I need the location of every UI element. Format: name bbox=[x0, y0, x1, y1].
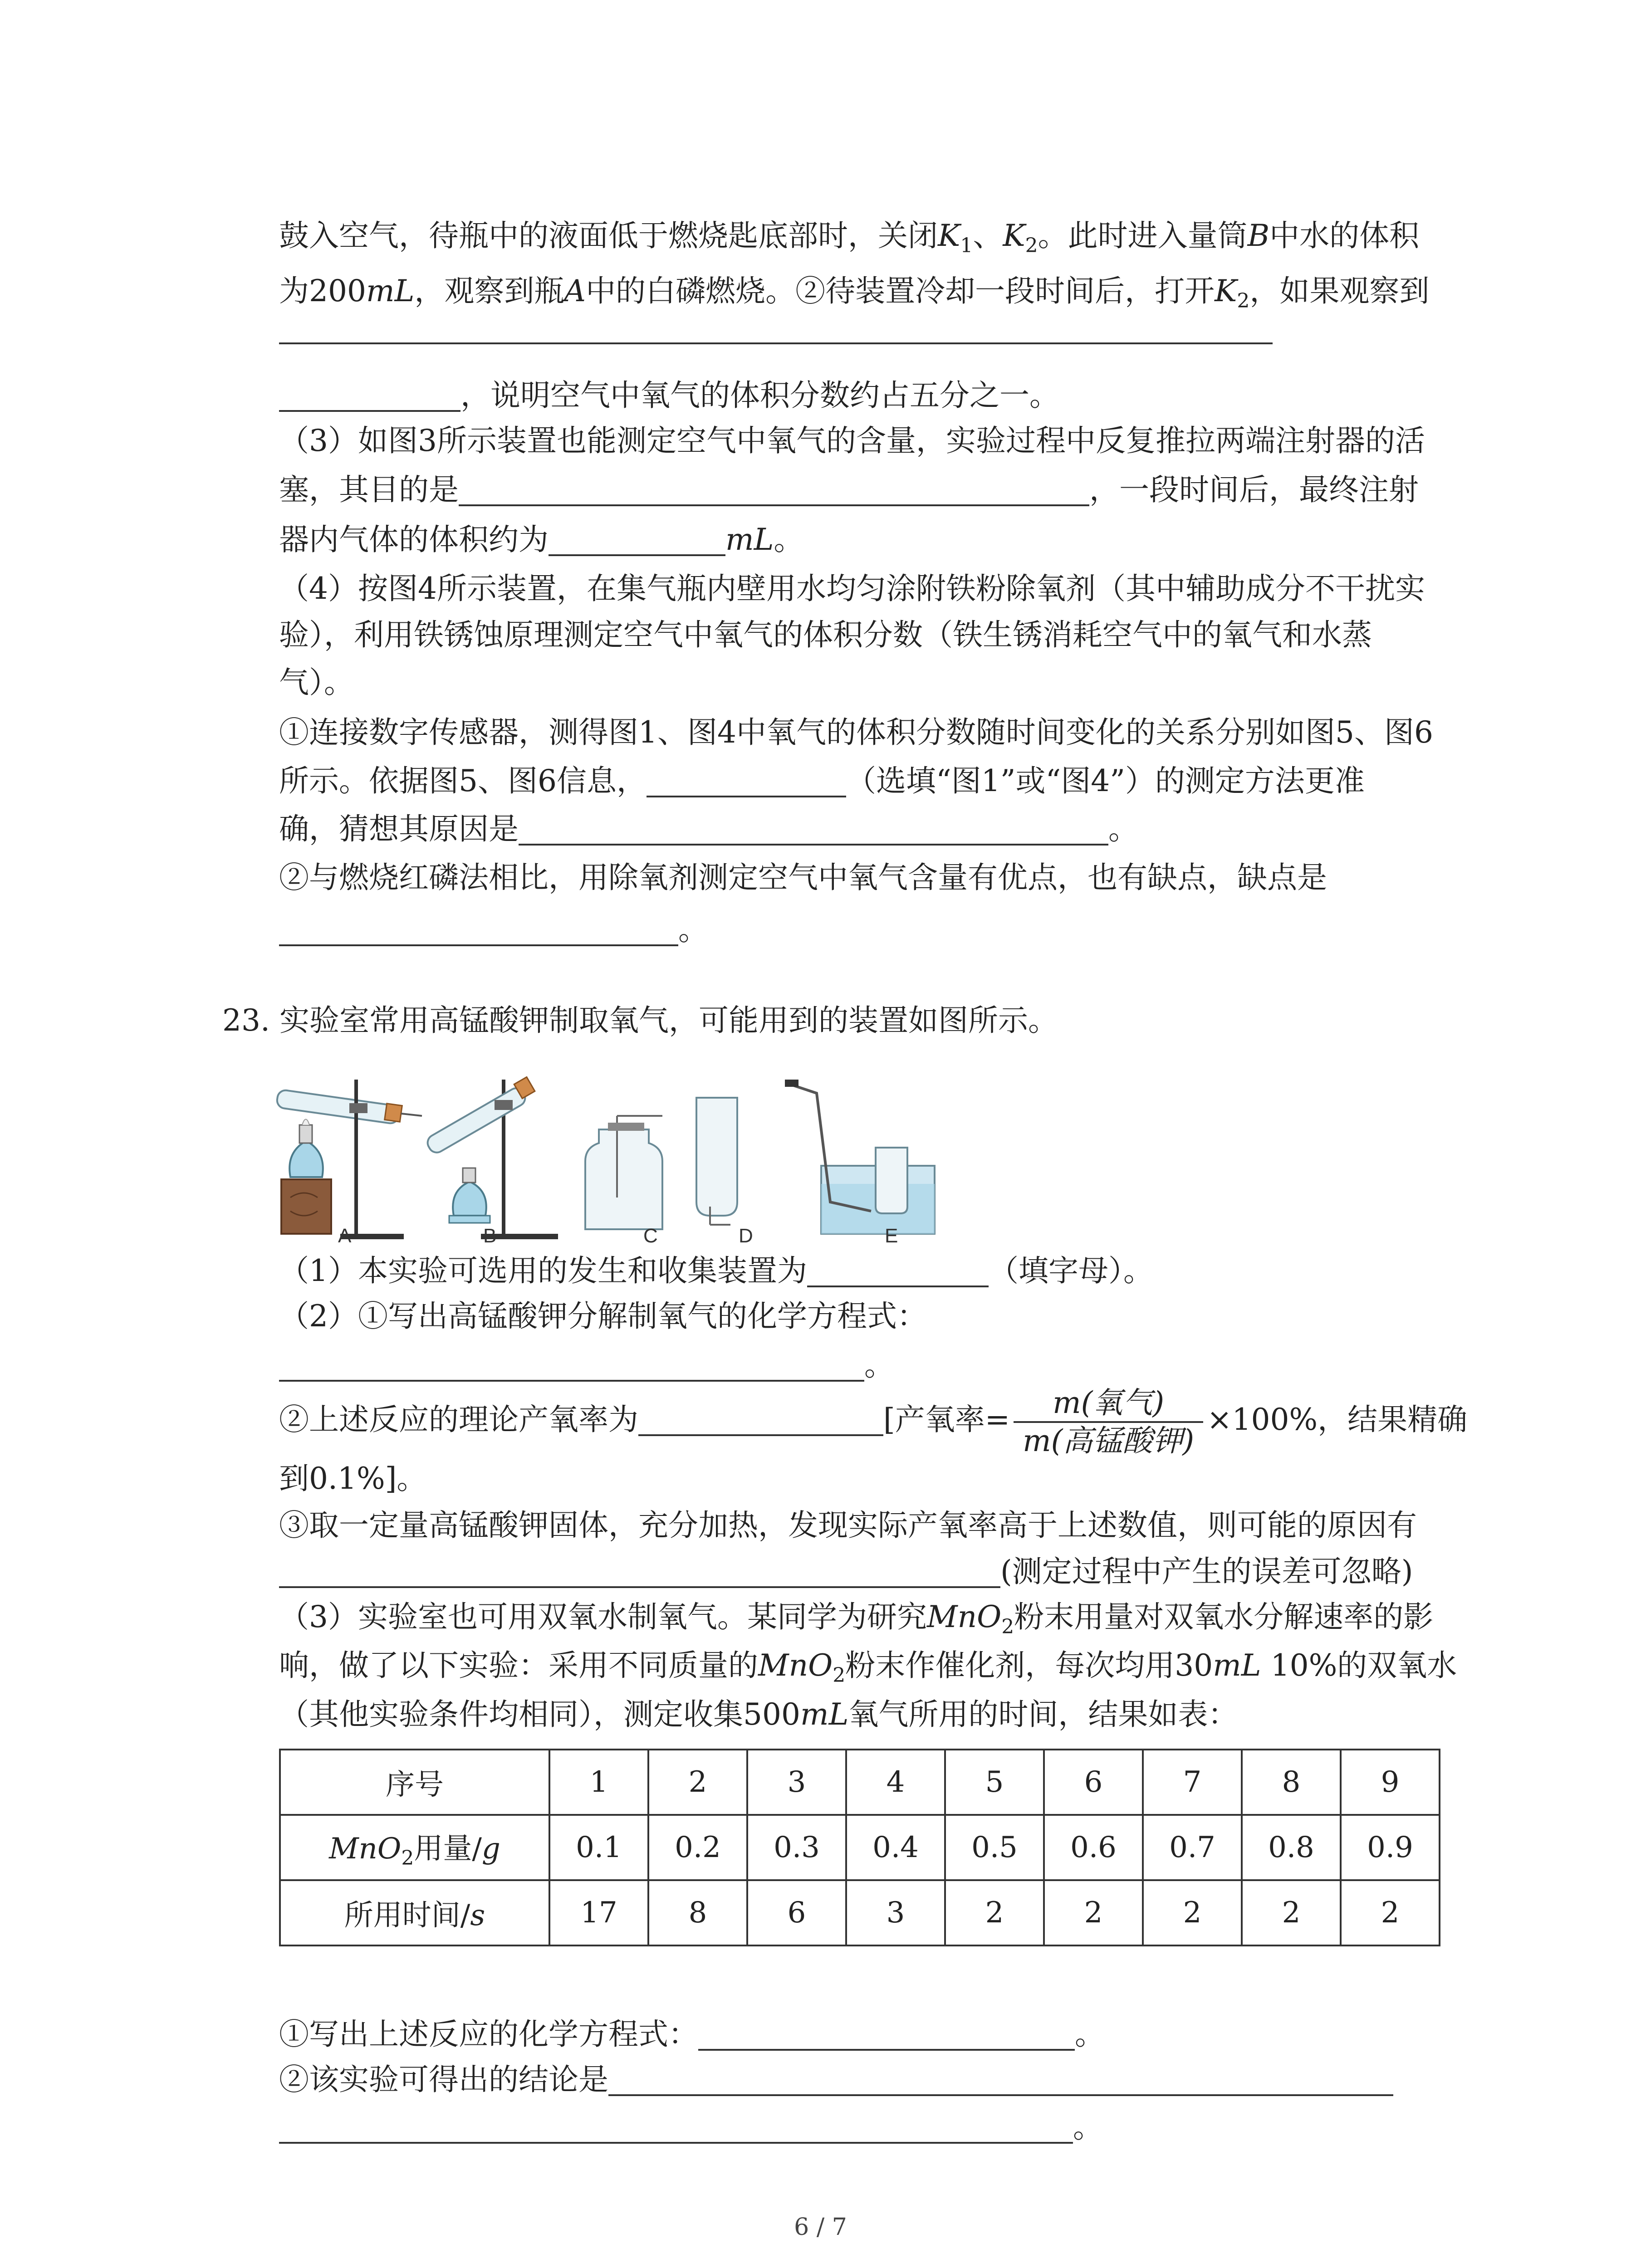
subscript: 2 bbox=[833, 1664, 846, 1687]
answer-blank[interactable] bbox=[698, 2017, 1075, 2051]
table-cell: 3 bbox=[747, 1750, 846, 1815]
text: (测定过程中产生的误差可忽略) bbox=[1000, 1554, 1413, 1589]
text: ①连接数字传感器，测得图1、图4中氧气的体积分数随时间变化的关系分别如图5、图6 bbox=[279, 715, 1433, 750]
text: （1）本实验可选用的发生和收集装置为 bbox=[279, 1253, 807, 1288]
apparatus-c bbox=[585, 1116, 662, 1229]
text: 。 bbox=[1075, 2017, 1105, 2052]
text: 粉末作催化剂，每次均用30 bbox=[845, 1648, 1213, 1683]
answer-blank[interactable] bbox=[608, 2063, 1393, 2096]
unit: s bbox=[470, 1899, 485, 1932]
text: 为200 bbox=[279, 274, 366, 308]
apparatus-b bbox=[425, 1077, 558, 1239]
table-cell: 0.3 bbox=[747, 1815, 846, 1880]
math-var: MnO bbox=[329, 1832, 402, 1866]
answer-blank[interactable] bbox=[279, 1348, 864, 1382]
text: ②与燃烧红磷法相比，用除氧剂测定空气中氧气含量有优点，也有缺点，缺点是 bbox=[279, 860, 1327, 895]
text: 23. 实验室常用高锰酸钾制取氧气，可能用到的装置如图所示。 bbox=[222, 1003, 1058, 1038]
table-cell: 0.7 bbox=[1143, 1815, 1242, 1880]
text: （3）实验室也可用双氧水制氧气。某同学为研究 bbox=[279, 1599, 927, 1634]
text: 。 bbox=[1073, 2110, 1103, 2145]
text: 。 bbox=[864, 1348, 894, 1383]
table-cell: 17 bbox=[549, 1880, 648, 1945]
text: ，一段时间后，最终注射 bbox=[1089, 472, 1419, 507]
text: 中的白磷燃烧。②待装置冷却一段时间后，打开 bbox=[586, 274, 1215, 308]
figure-label-a: A bbox=[338, 1225, 352, 1247]
table-cell: 2 bbox=[945, 1880, 1044, 1945]
answer-blank[interactable] bbox=[647, 764, 846, 797]
text: 氧气所用的时间，结果如表： bbox=[848, 1697, 1238, 1732]
unit: mL bbox=[1213, 1648, 1261, 1683]
table-cell: 5 bbox=[945, 1750, 1044, 1815]
table-cell: 0.9 bbox=[1341, 1815, 1440, 1880]
text: 气）。 bbox=[279, 665, 354, 700]
table-header-cell: 序号 bbox=[280, 1750, 549, 1815]
text: ，说明空气中氧气的体积分数约占五分之一。 bbox=[460, 378, 1059, 413]
answer-blank[interactable] bbox=[279, 378, 460, 412]
table-cell: 2 bbox=[1143, 1880, 1242, 1945]
unit: mL bbox=[725, 522, 774, 557]
answer-blank[interactable] bbox=[549, 523, 725, 556]
text: （4）按图4所示装置，在集气瓶内壁用水均匀涂附铁粉除氧剂（其中辅助成分不干扰实 bbox=[279, 571, 1425, 606]
subscript: 1 bbox=[960, 234, 973, 257]
answer-blank[interactable] bbox=[279, 2110, 1073, 2144]
figure-label-d: D bbox=[739, 1225, 753, 1247]
subscript: 2 bbox=[401, 1847, 414, 1870]
subscript: 2 bbox=[1237, 289, 1250, 313]
answer-blank[interactable] bbox=[638, 1403, 883, 1436]
text: （填字母）。 bbox=[989, 1253, 1153, 1288]
apparatus-a bbox=[276, 1080, 422, 1239]
text: 用量/ bbox=[414, 1832, 482, 1866]
math-var: K bbox=[1003, 218, 1025, 253]
table-cell: 8 bbox=[1242, 1750, 1341, 1815]
answer-blank[interactable] bbox=[519, 812, 1108, 846]
table-cell: 0.8 bbox=[1242, 1815, 1341, 1880]
text: ×100%，结果精确 bbox=[1207, 1402, 1468, 1437]
math-var: A bbox=[564, 274, 586, 308]
table-row bbox=[280, 1750, 1440, 1815]
table-cell: 4 bbox=[846, 1750, 945, 1815]
table-cell: 0.5 bbox=[945, 1815, 1044, 1880]
figure-label-b: B bbox=[483, 1225, 497, 1247]
text: （选填“图1”或“图4”）的测定方法更准 bbox=[846, 763, 1365, 798]
text: 到0.1%]。 bbox=[279, 1461, 427, 1496]
fraction-numerator: m(氧气) bbox=[1014, 1385, 1203, 1423]
unit: mL bbox=[366, 274, 415, 308]
math-var: MnO bbox=[758, 1648, 833, 1683]
text: 。 bbox=[774, 522, 804, 557]
data-table bbox=[279, 1749, 1440, 1946]
subscript: 2 bbox=[1025, 234, 1038, 257]
text: 。 bbox=[1108, 811, 1138, 846]
text: ②上述反应的理论产氧率为 bbox=[279, 1402, 638, 1437]
unit: g bbox=[481, 1832, 500, 1866]
apparatus-figure bbox=[272, 1061, 998, 1252]
answer-blank[interactable] bbox=[279, 1554, 1000, 1588]
text: 器内气体的体积约为 bbox=[279, 522, 549, 557]
math-var: MnO bbox=[927, 1599, 1002, 1634]
answer-blank[interactable] bbox=[279, 342, 1273, 344]
table-cell: 8 bbox=[648, 1880, 747, 1945]
text: ②该实验可得出的结论是 bbox=[279, 2062, 608, 2097]
math-var: K bbox=[938, 218, 960, 253]
text: 鼓入空气，待瓶中的液面低于燃烧匙底部时，关闭 bbox=[279, 218, 938, 253]
table-header-cell bbox=[280, 1880, 549, 1945]
table-cell: 2 bbox=[1242, 1880, 1341, 1945]
text: 验），利用铁锈蚀原理测定空气中氧气的体积分数（铁生锈消耗空气中的氧气和水蒸 bbox=[279, 617, 1372, 652]
table-cell: 6 bbox=[1044, 1750, 1143, 1815]
text: 所用时间/ bbox=[344, 1899, 470, 1932]
table-cell: 3 bbox=[846, 1880, 945, 1945]
text: （2）①写出高锰酸钾分解制氧气的化学方程式： bbox=[279, 1299, 927, 1334]
math-var: B bbox=[1247, 218, 1270, 253]
text: [产氧率= bbox=[883, 1402, 1010, 1437]
text: 。 bbox=[678, 912, 708, 947]
text: ，如果观察到 bbox=[1249, 274, 1430, 308]
page-number: 6 / 7 bbox=[794, 2214, 847, 2241]
text: ③取一定量高锰酸钾固体，充分加热，发现实际产氧率高于上述数值，则可能的原因有 bbox=[279, 1508, 1417, 1543]
figure-label-e: E bbox=[885, 1225, 898, 1247]
table-cell: 2 bbox=[1341, 1880, 1440, 1945]
table-cell: 1 bbox=[549, 1750, 648, 1815]
text: ，观察到瓶 bbox=[414, 274, 564, 308]
unit: mL bbox=[800, 1697, 849, 1732]
table-cell: 9 bbox=[1341, 1750, 1440, 1815]
text: 、 bbox=[973, 218, 1003, 253]
answer-blank[interactable] bbox=[459, 473, 1089, 506]
text: 所示。依据图5、图6信息， bbox=[279, 763, 647, 798]
table-cell: 2 bbox=[648, 1750, 747, 1815]
text: 10%的双氧水 bbox=[1261, 1648, 1457, 1683]
table-cell: 0.6 bbox=[1044, 1815, 1143, 1880]
subscript: 2 bbox=[1001, 1615, 1014, 1638]
table-cell: 2 bbox=[1044, 1880, 1143, 1945]
figure-label-c: C bbox=[643, 1225, 658, 1247]
text: 。此时进入量筒 bbox=[1038, 218, 1248, 253]
table-cell: 6 bbox=[747, 1880, 846, 1945]
apparatus-d bbox=[696, 1098, 737, 1225]
text: ①写出上述反应的化学方程式： bbox=[279, 2017, 698, 2052]
yield-fraction bbox=[1014, 1385, 1203, 1459]
apparatus-e bbox=[785, 1080, 935, 1234]
text: 粉末用量对双氧水分解速率的影 bbox=[1014, 1599, 1434, 1634]
answer-blank[interactable] bbox=[807, 1254, 989, 1287]
table-header-cell bbox=[280, 1815, 549, 1880]
fraction-denominator: m(高锰酸钾) bbox=[1023, 1423, 1195, 1458]
table-cell: 7 bbox=[1143, 1750, 1242, 1815]
text: 中水的体积 bbox=[1269, 218, 1420, 253]
table-row bbox=[280, 1880, 1440, 1945]
text: （3）如图3所示装置也能测定空气中氧气的含量，实验过程中反复推拉两端注射器的活 bbox=[279, 423, 1425, 458]
table-cell: 0.1 bbox=[549, 1815, 648, 1880]
table-cell: 0.4 bbox=[846, 1815, 945, 1880]
text: 确，猜想其原因是 bbox=[279, 811, 519, 846]
answer-blank[interactable] bbox=[279, 913, 678, 946]
text: （其他实验条件均相同），测定收集500 bbox=[279, 1697, 800, 1732]
text: 响，做了以下实验：采用不同质量的 bbox=[279, 1648, 758, 1683]
table-cell: 0.2 bbox=[648, 1815, 747, 1880]
table-row bbox=[280, 1815, 1440, 1880]
math-var: K bbox=[1215, 274, 1237, 308]
text: 塞，其目的是 bbox=[279, 472, 459, 507]
